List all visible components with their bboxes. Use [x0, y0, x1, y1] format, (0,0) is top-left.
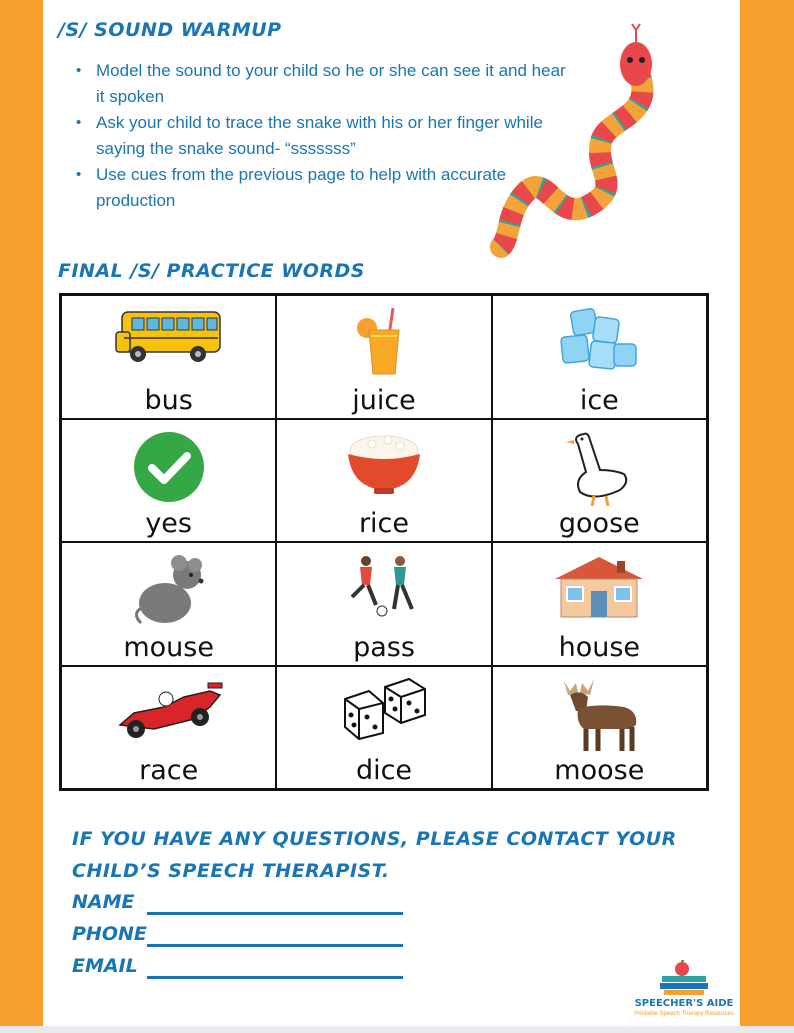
email-blank-line[interactable]	[147, 976, 403, 979]
mouse-icon	[129, 553, 209, 627]
word-label: ice	[579, 384, 619, 416]
word-label: mouse	[123, 631, 214, 663]
snake-icon	[486, 22, 676, 267]
word-card	[492, 295, 707, 419]
word-card	[61, 542, 276, 666]
contact-prompt-line2: CHILD’S SPEECH THERAPIST.	[72, 860, 390, 882]
word-card	[276, 295, 491, 419]
ice-cubes-icon	[554, 306, 644, 376]
rice-bowl-icon	[344, 430, 424, 496]
house-icon	[551, 553, 647, 621]
word-card	[61, 666, 276, 790]
school-bus-icon	[114, 306, 224, 368]
word-label: juice	[352, 384, 416, 416]
word-card	[276, 666, 491, 790]
left-orange-border	[0, 0, 43, 1033]
word-label: goose	[558, 508, 640, 539]
word-label: moose	[554, 755, 645, 786]
word-label: pass	[353, 631, 415, 663]
word-card	[276, 542, 491, 666]
dice-icon	[339, 677, 429, 741]
goose-icon	[564, 430, 634, 510]
soccer-players-icon	[334, 553, 434, 623]
warmup-bullet: • Ask your child to trace the snake with his or her finger while saying the snake sound- “sssssss”	[76, 110, 576, 162]
word-label: rice	[358, 508, 410, 539]
phone-label: PHONE	[72, 923, 147, 945]
practice-word-grid	[59, 293, 709, 791]
word-card	[276, 419, 491, 543]
warmup-bullet: • Model the sound to your child so he or she can see it and hear it spoken	[76, 58, 576, 110]
brand-name: SPEECHER'S AIDE	[634, 998, 734, 1009]
green-checkmark-icon	[132, 430, 206, 504]
word-card	[61, 419, 276, 543]
word-card	[61, 295, 276, 419]
word-card	[492, 419, 707, 543]
right-orange-border	[740, 0, 794, 1033]
contact-prompt-line1: IF YOU HAVE ANY QUESTIONS, PLEASE CONTACT YOUR	[72, 828, 677, 850]
word-label: bus	[144, 384, 193, 416]
word-card	[492, 666, 707, 790]
email-label: EMAIL	[72, 955, 138, 977]
juice-glass-icon	[349, 306, 419, 376]
warmup-bullet: • Use cues from the previous page to help with accurate production	[76, 162, 576, 214]
name-label: NAME	[72, 891, 135, 913]
word-label: yes	[145, 508, 192, 539]
name-field	[72, 891, 135, 913]
word-card	[492, 542, 707, 666]
moose-icon	[554, 677, 644, 755]
brand-tagline: Printable Speech Therapy Resources	[634, 1011, 734, 1017]
name-blank-line[interactable]	[147, 912, 403, 915]
warmup-title: /S/ SOUND WARMUP	[58, 19, 282, 41]
bottom-divider	[0, 1026, 794, 1033]
phone-field	[72, 923, 147, 945]
word-label: race	[139, 755, 199, 786]
email-field	[72, 955, 138, 977]
word-label: dice	[355, 755, 413, 786]
practice-title: FINAL /S/ PRACTICE WORDS	[58, 260, 365, 282]
race-car-icon	[114, 677, 224, 743]
word-label: house	[558, 631, 641, 663]
phone-blank-line[interactable]	[147, 944, 403, 947]
